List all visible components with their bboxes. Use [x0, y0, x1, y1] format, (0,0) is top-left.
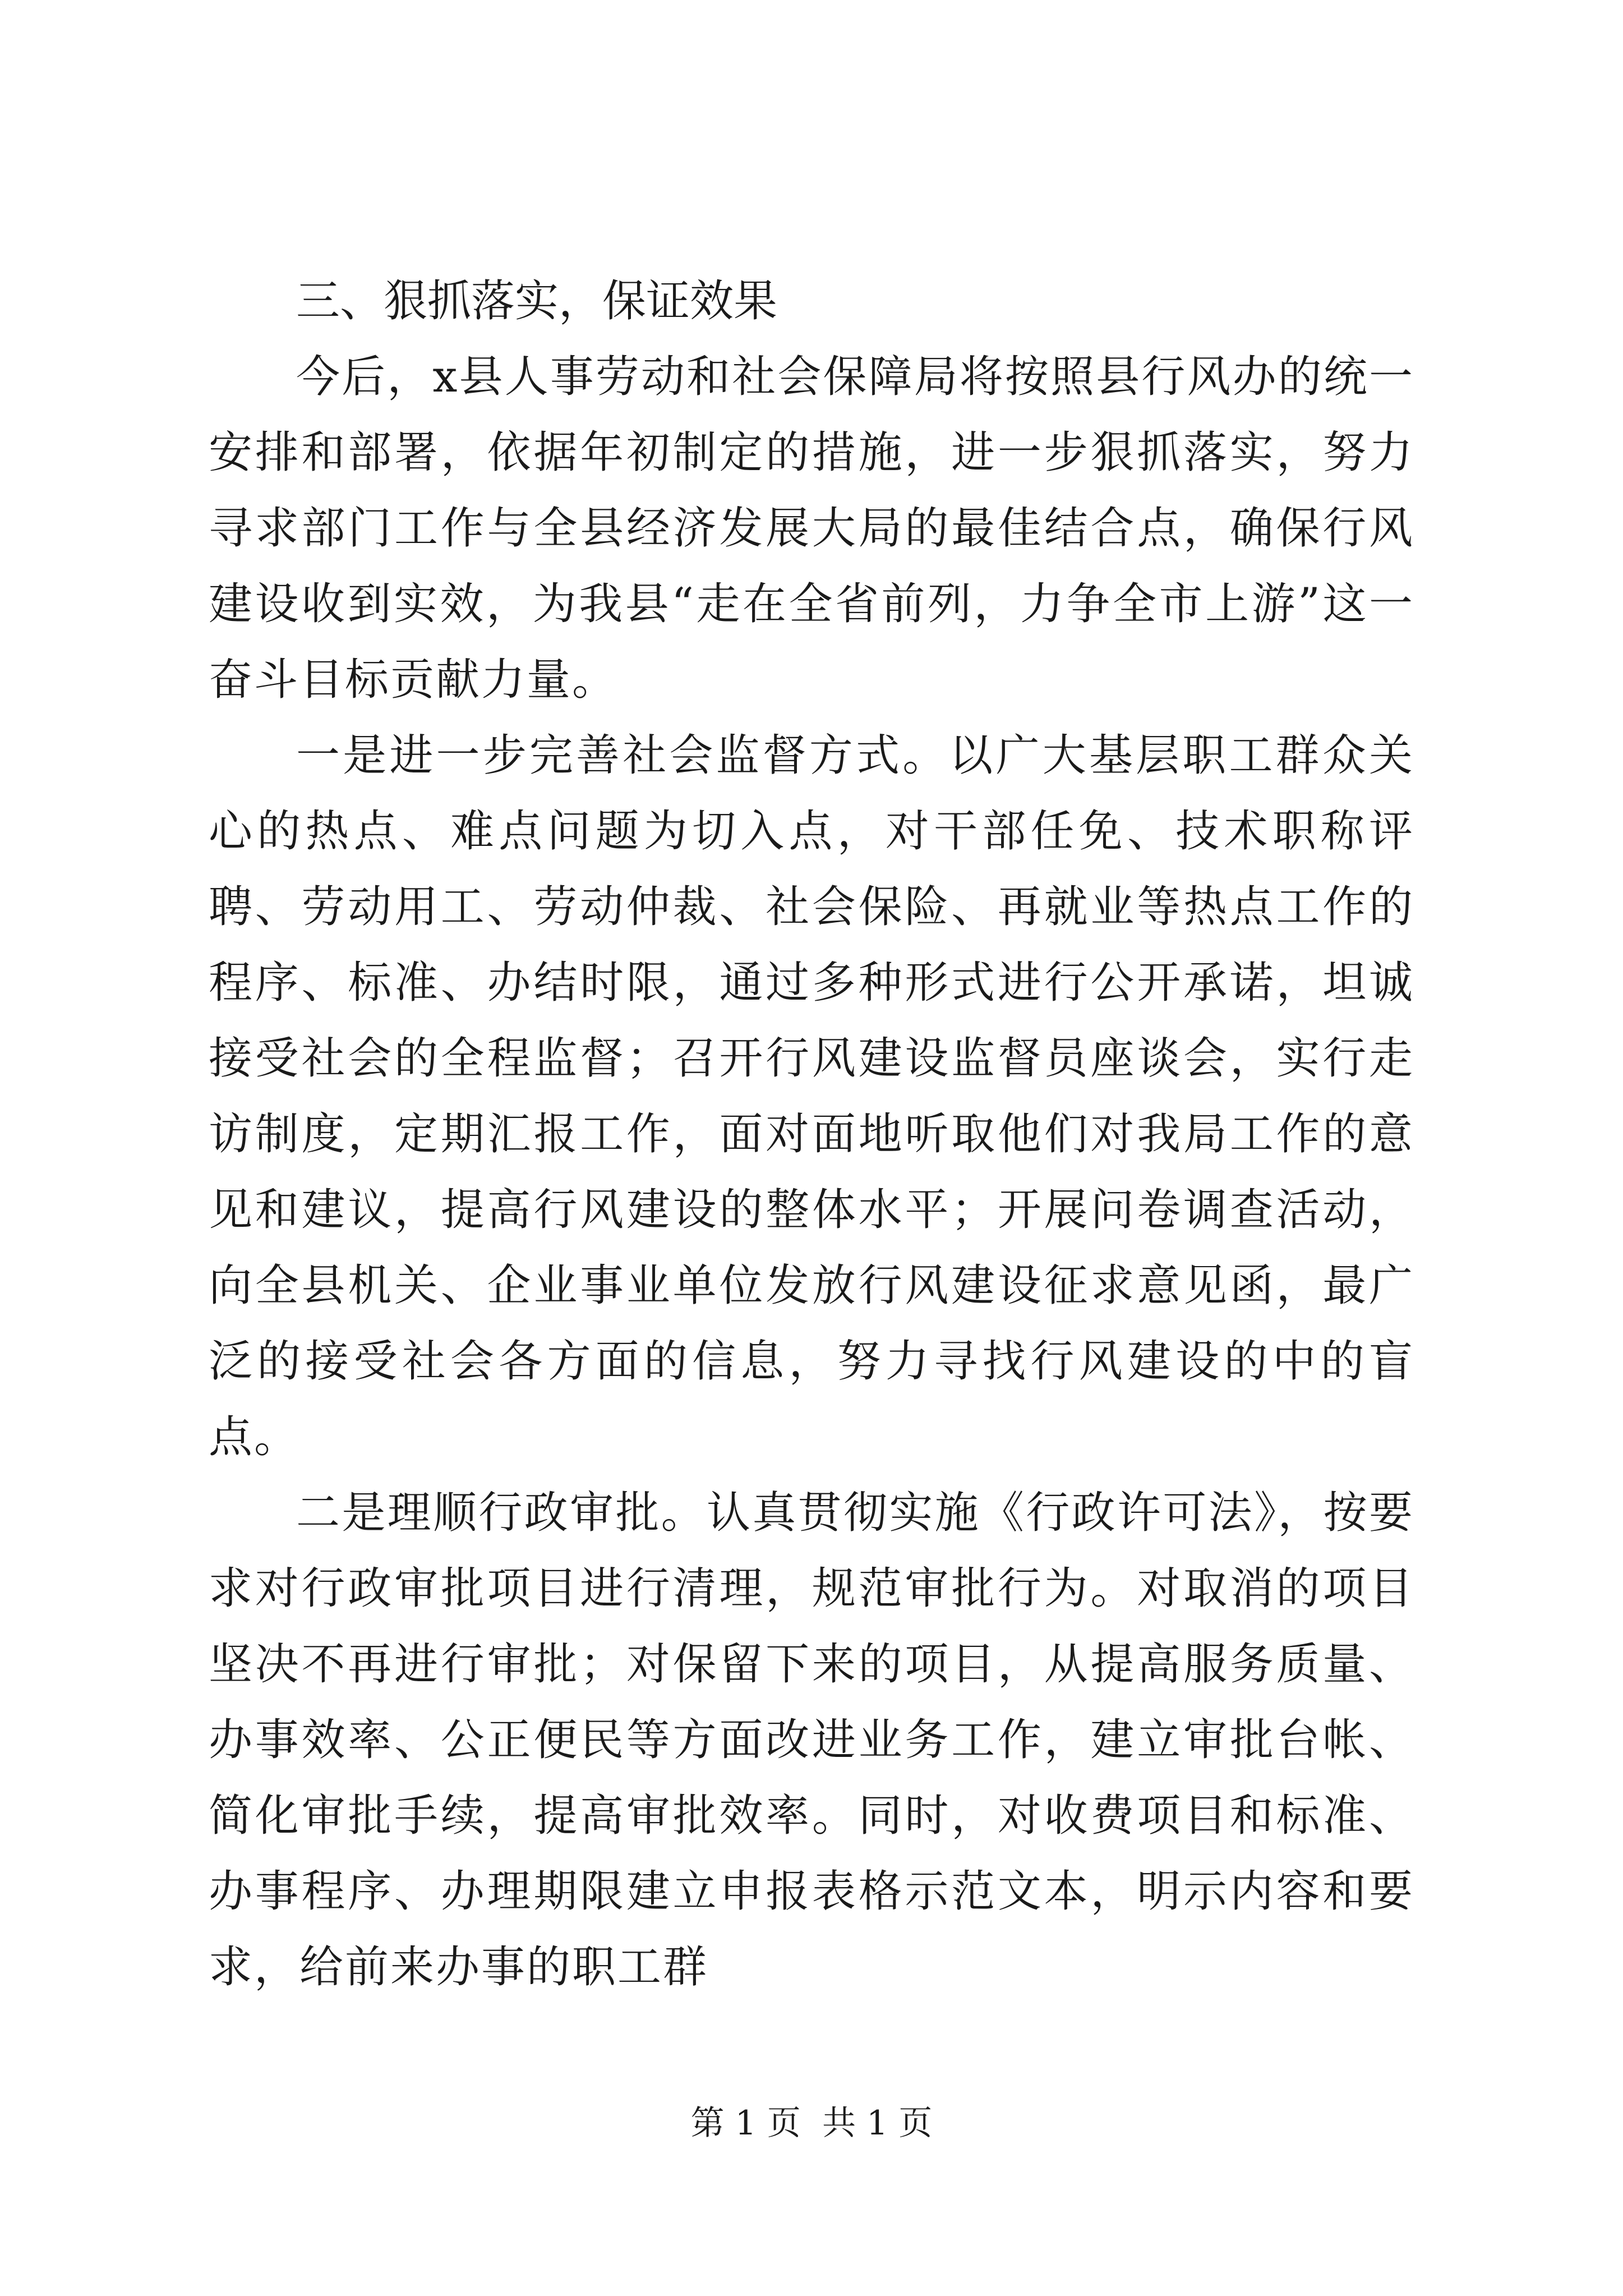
- document-body: [209, 264, 1414, 2005]
- paragraph-intro: 今后，x县人事劳动和社会保障局将按照县行风办的统一安排和部署，依据年初制定的措施，进一步狠抓落实，努力寻求部门工作与全县经济发展大局的最佳结合点，确保行风建设收到实效，为我县“走在全省前列，力争全市上游”这一奋斗目标贡献力量。: [209, 352, 1414, 705]
- page-number-footer: 第 1 页 共 1 页: [690, 2104, 933, 2143]
- paragraph-social-supervision: 一是进一步完善社会监督方式。以广大基层职工群众关心的热点、难点问题为切入点，对干部任免、技术职称评聘、劳动用工、劳动仲裁、社会保险、再就业等热点工作的程序、标准、办结时限，通过多种形式进行公开承诺，坦诚接受社会的全程监督；召开行风建设监督员座谈会，实行走访制度，定期汇报工作，面对面地听取他们对我局工作的意见和建议，提高行风建设的整体水平；开展问卷调查活动，向全县机关、企业事业单位发放行风建设征求意见函，最广泛的接受社会各方面的信息，努力寻找行风建设的中的盲点。: [209, 730, 1414, 1462]
- section-heading: 三、狠抓落实，保证效果: [296, 276, 778, 326]
- paragraph-administrative-approval: 二是理顺行政审批。认真贯彻实施《行政许可法》，按要求对行政审批项目进行清理，规范审批行为。对取消的项目坚决不再进行审批；对保留下来的项目，从提高服务质量、办事效率、公正便民等方面改进业务工作，建立审批台帐、简化审批手续，提高审批效率。同时，对收费项目和标准、办事程序、办理期限建立申报表格示范文本，明示内容和要求，给前来办事的职工群: [209, 1488, 1414, 1993]
